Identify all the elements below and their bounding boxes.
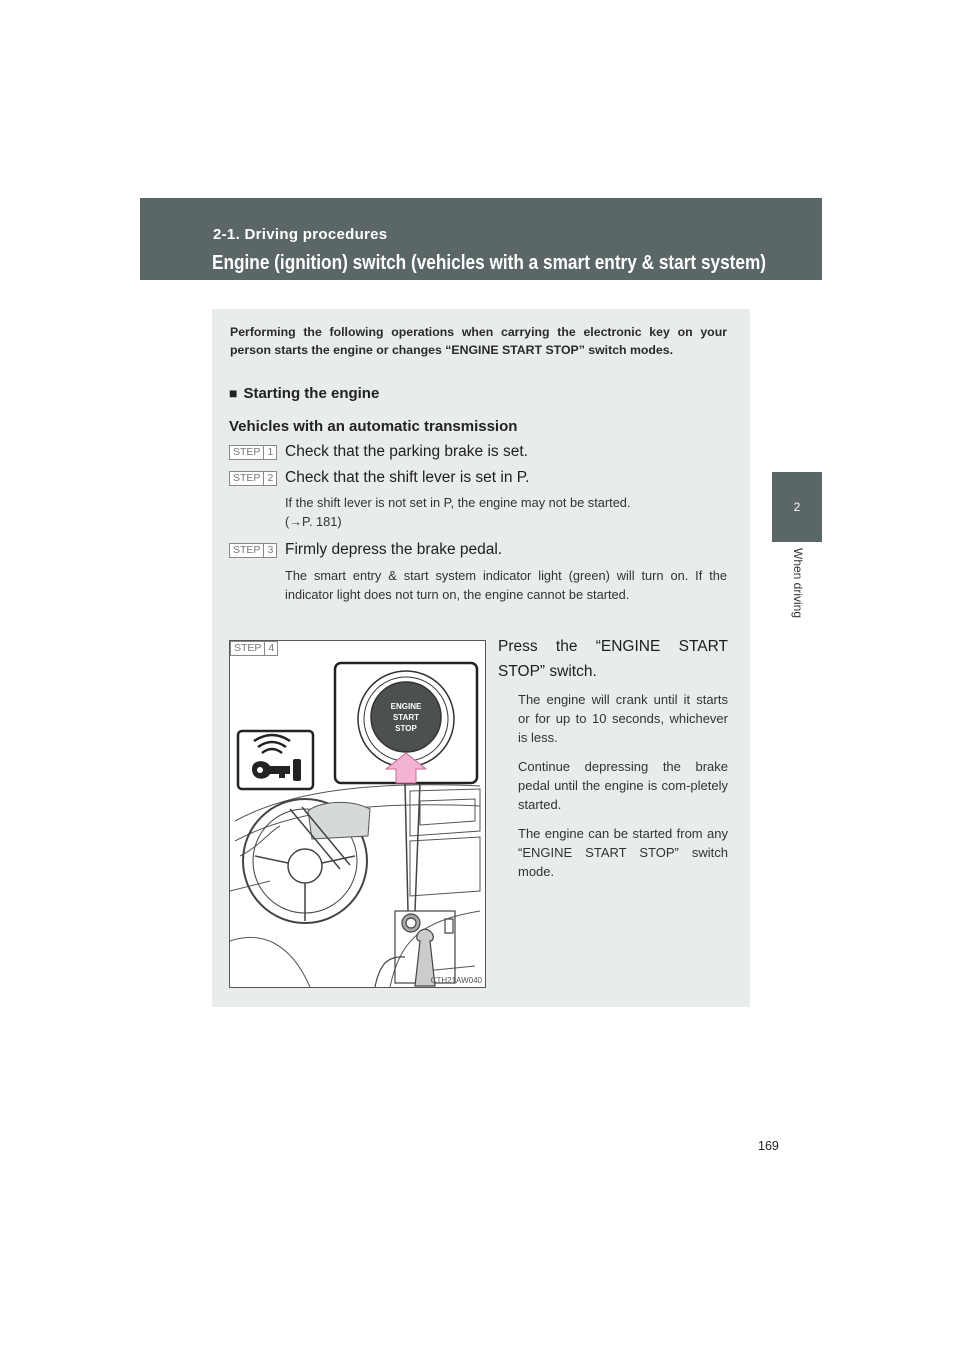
chapter-label: When driving [791,548,805,619]
step-3-text: Firmly depress the brake pedal. [285,541,503,558]
step-3-note: The smart entry & start system indicator light (green) will turn on. If the indicator light does not turn on, the engine cannot be started. [285,568,727,602]
button-line-3: STOP [395,724,417,733]
chapter-number: 2 [793,500,801,514]
button-line-1: ENGINE [390,702,422,711]
figure-code: CTH21AW040 [430,976,482,985]
step-badge-4: STEP 4 [230,641,278,656]
square-bullet-icon: ■ [229,385,238,401]
step-badge-1: STEP 1 [229,445,277,460]
intro-text: Performing the following operations when carrying the electronic key on your person starts the engine or changes “ENGINE START STOP” switch modes. [230,325,727,357]
page-title: Engine (ignition) switch (vehicles with a smart entry & start system) [212,251,767,274]
step-2-text: Check that the shift lever is set in P. [285,469,530,486]
step-4-note-2: Continue depressing the brake pedal until the engine is com-pletely started. [518,759,728,812]
step-1-text: Check that the parking brake is set. [285,443,528,460]
dashboard-drawing [230,641,485,987]
step-2-note: If the shift lever is not set in P, the engine may not be started. [285,495,631,510]
step-badge-2: STEP 2 [229,471,277,486]
transmission-heading: Vehicles with an automatic transmission [229,418,518,435]
subsection-title: Starting the engine [243,385,380,402]
content-panel [212,309,750,1007]
section-label: 2-1. Driving procedures [213,226,388,243]
engine-switch-illustration [229,640,486,988]
step-4-note-1: The engine will crank until it starts or for up to 10 seconds, whichever is less. [518,692,728,745]
step-badge-3: STEP 3 [229,543,277,558]
subsection-heading [229,385,379,402]
step-4-text: Press the “ENGINE START STOP” switch. [498,638,728,680]
chapter-tab[interactable] [772,472,822,542]
page-reference-link[interactable]: (→P. 181) [285,514,342,529]
step-4-note-3: The engine can be started from any “ENGINE START STOP” switch mode. [518,826,728,879]
page-number: 169 [758,1139,779,1153]
button-line-2: START [392,713,420,722]
section-header [140,198,822,280]
